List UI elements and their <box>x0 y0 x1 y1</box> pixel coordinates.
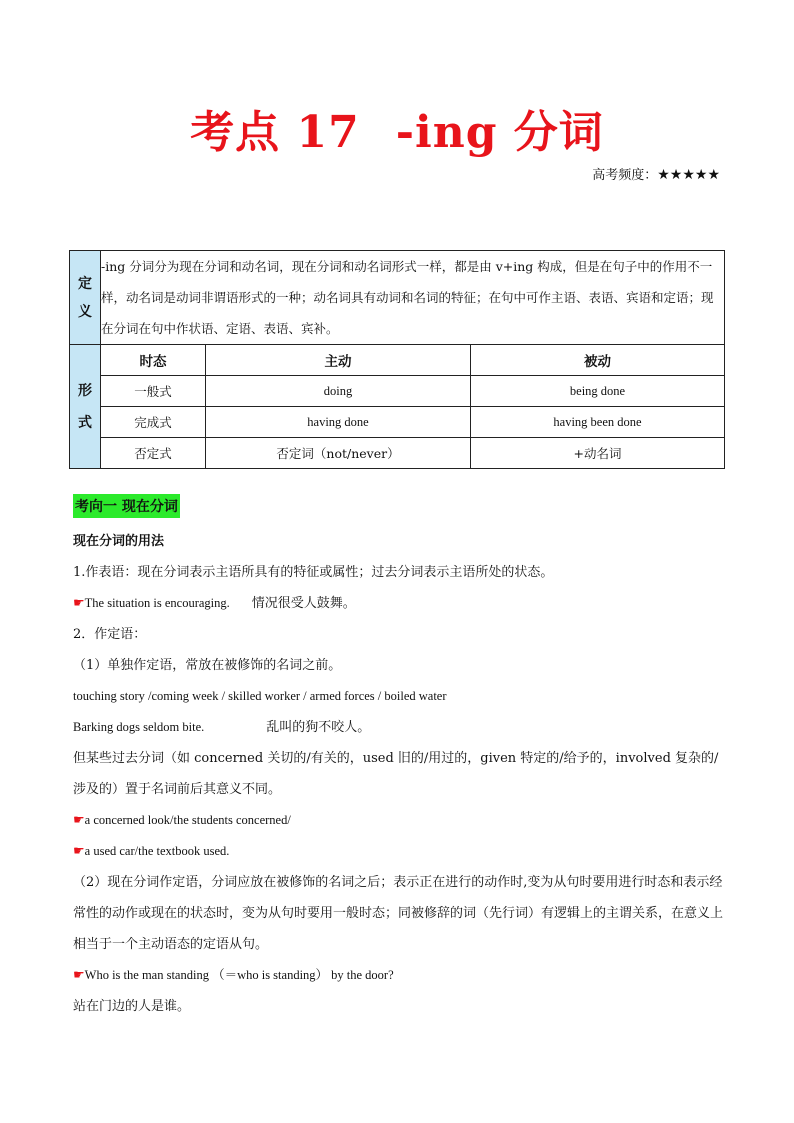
table-cell: 否定词（not/never） <box>206 438 471 469</box>
table-cell: 完成式 <box>101 407 206 438</box>
example-en: Who is the man standing （＝who is standing） by the door? <box>84 968 394 982</box>
header-tense: 时态 <box>101 345 206 376</box>
example-en: a concerned look/the students concerned/ <box>84 813 291 827</box>
table-cell: having done <box>206 407 471 438</box>
example-line <box>73 836 725 867</box>
form-label: 形 式 <box>70 345 101 469</box>
table-cell: doing <box>206 376 471 407</box>
paragraph: （1）单独作定语，常放在被修饰的名词之前。 <box>73 658 342 673</box>
definition-text: -ing 分词分为现在分词和动名词，现在分词和动名词形式一样，都是由 v+ing 构成，但是在句子中的作用不一样，动名词是动词非谓语形式的一种；动名词具有动词和名词的特征；在句中可作主语、表语、宾语和定语；现在分词在句中作状语、定语、表语、宾补。 <box>101 251 725 345</box>
table-row <box>70 438 725 469</box>
frequency-label: 高考频度： <box>592 168 658 183</box>
example-line <box>73 960 725 991</box>
header-passive: 被动 <box>471 345 725 376</box>
paragraph: 但某些过去分词（如 concerned 关切的/有关的，used 旧的/用过的，given 特定的/给予的，involved 复杂的/涉及的）置于名词前后其意义不同。 <box>73 751 719 797</box>
example-en: Barking dogs seldom bite. <box>73 720 205 734</box>
hand-pointer-icon: ☛ <box>73 968 85 983</box>
example-line: touching story /coming week / skilled worker / armed forces / boiled water <box>73 689 447 703</box>
star-rating-icon: ★★★★★ <box>657 167 720 183</box>
example-en: The situation is encouraging. <box>84 596 230 610</box>
hand-pointer-icon: ☛ <box>73 596 85 611</box>
section-heading: 考向一 现在分词 <box>73 494 180 518</box>
table-row <box>70 407 725 438</box>
subheading: 现在分词的用法 <box>73 534 165 549</box>
page-title <box>0 96 794 160</box>
table-row <box>70 376 725 407</box>
definition-label: 定 义 <box>70 251 101 345</box>
paragraph: （2）现在分词作定语，分词应放在被修饰的名词之后；表示正在进行的动作时,变为从句时要用进行时态和表示经常性的动作或现在的状态时，变为从句时要用一般时态；同被修辞的词（先行词）有逻辑上的主谓关系，在意义上相当于一个主动语态的定语从句。 <box>73 875 724 952</box>
table-cell: 一般式 <box>101 376 206 407</box>
frequency-rating <box>592 164 720 183</box>
example-cn: 乱叫的狗不咬人。 <box>266 720 371 735</box>
table-cell: 否定式 <box>101 438 206 469</box>
example-line <box>73 805 725 836</box>
table-cell: +动名词 <box>471 438 725 469</box>
example-line <box>73 712 725 743</box>
paragraph: 2．作定语： <box>73 627 147 642</box>
paragraph: 站在门边的人是谁。 <box>73 999 191 1014</box>
main-content <box>73 494 725 1022</box>
paragraph: 1.作表语：现在分词表示主语所具有的特征或属性；过去分词表示主语所处的状态。 <box>73 565 554 580</box>
table-cell: being done <box>471 376 725 407</box>
header-active: 主动 <box>206 345 471 376</box>
hand-pointer-icon: ☛ <box>73 813 85 828</box>
example-en: a used car/the textbook used. <box>84 844 230 858</box>
example-line <box>73 588 725 619</box>
definition-table <box>69 250 725 469</box>
table-cell: having been done <box>471 407 725 438</box>
hand-pointer-icon: ☛ <box>73 844 85 859</box>
title-part2: -ing 分词 <box>395 107 604 158</box>
title-part1: 考点 17 <box>190 107 360 158</box>
example-cn: 情况很受人鼓舞。 <box>251 596 356 611</box>
